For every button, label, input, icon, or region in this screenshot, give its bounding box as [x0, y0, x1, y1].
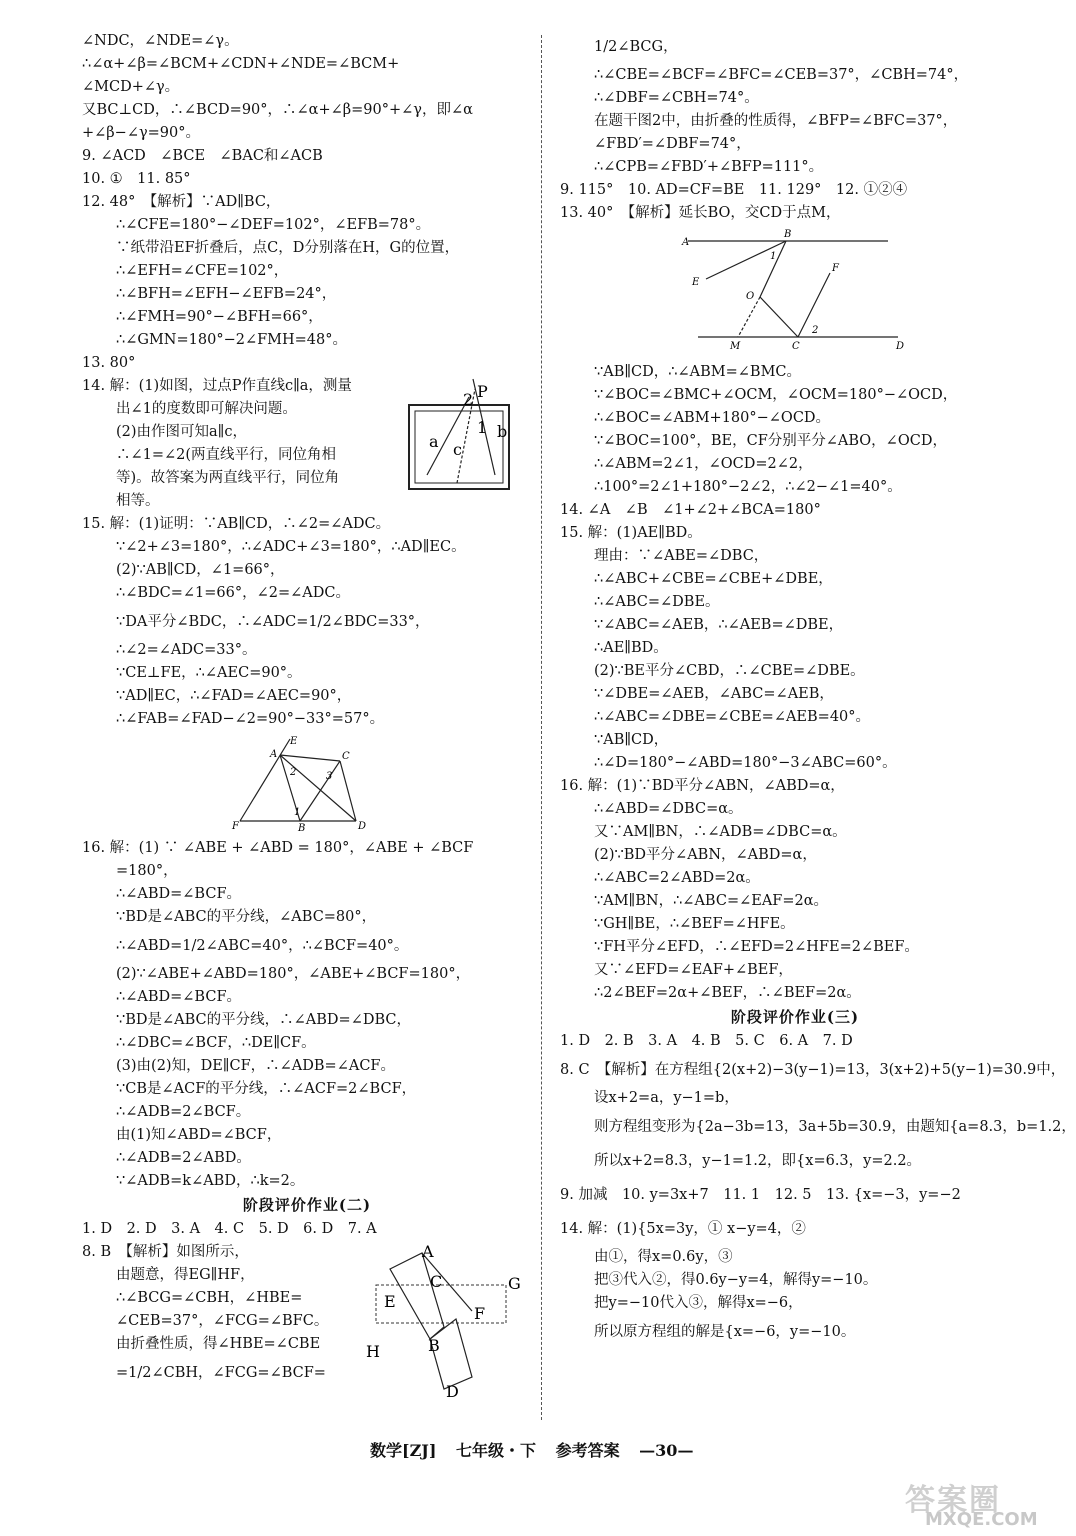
text-line: ∵∠BOC=100°，BE，CF分别平分∠ABO，∠OCD， — [594, 433, 947, 449]
text-line: ∵CE⊥FE，∴∠AEC=90°。 — [116, 665, 302, 681]
label-2: 2 — [812, 325, 819, 336]
label-A: A — [270, 749, 278, 760]
text-line: 在题干图2中，由折叠的性质得，∠BFP=∠BFC=37°， — [594, 113, 958, 129]
text-line: ∴2∠BEF=2α+∠BEF，∴∠BEF=2α。 — [594, 985, 861, 1001]
answer-15: 15. 解：(1)证明：∵AB∥CD，∴∠2=∠ADC。 — [82, 516, 391, 532]
label-b: b — [497, 422, 508, 441]
text-line: ∠FBD′=∠DBF=74°， — [594, 136, 751, 152]
label-H: H — [366, 1342, 380, 1361]
text-line: ∵纸带沿EF折叠后，点C，D分别落在H，G的位置， — [116, 240, 460, 256]
watermark-logo — [905, 1475, 1055, 1531]
text-line: ∴∠DBF=∠CBH=74°。 — [594, 90, 759, 106]
watermark-text: 答案圈 — [905, 1483, 1001, 1518]
text-line: ∠MCD+∠γ。 — [82, 79, 180, 95]
label-M: M — [730, 341, 741, 352]
text-line: ∵CB是∠ACF的平分线，∴∠ACF=2∠BCF， — [116, 1081, 417, 1097]
text-line: ∵AB∥CD，∴∠ABM=∠BMC。 — [594, 364, 802, 380]
text-line: ∴∠ADB=2∠BCF。 — [116, 1104, 251, 1120]
text-line: ∵∠ABC=∠AEB，∴∠AEB=∠DBE， — [594, 617, 844, 633]
text-line: ∴100°=2∠1+180°−2∠2，∴∠2−∠1=40°。 — [594, 479, 902, 495]
figure-15-diagram — [232, 735, 372, 834]
figure-15 — [82, 735, 532, 833]
label-a: a — [429, 432, 439, 451]
label-O: O — [746, 291, 755, 302]
text-line: ∴∠FMH=90°−∠BFH=66°， — [116, 309, 323, 325]
text-line: ∴∠ABC+∠CBE=∠CBE+∠DBE， — [594, 571, 833, 587]
text-line: =180°， — [116, 863, 178, 879]
figure-8-diagram — [364, 1242, 521, 1401]
text-line: ∴∠CFE=180°−∠DEF=102°，∠EFB=78°。 — [116, 217, 431, 233]
label-E: E — [290, 736, 298, 747]
label-G: G — [508, 1274, 521, 1293]
text-line: ∵GH∥BE，∴∠BEF=∠HFE。 — [594, 916, 795, 932]
label-c: c — [453, 440, 462, 459]
text-line: ∵AD∥EC，∴∠FAD=∠AEC=90°， — [116, 688, 352, 704]
figure-14-diagram — [407, 375, 513, 495]
label-D: D — [446, 1382, 459, 1401]
text-line: ∴∠ABD=∠DBC=α。 — [594, 801, 743, 817]
label-C: C — [792, 341, 800, 352]
text-line: 由题意，得EG∥HF， — [116, 1267, 255, 1283]
label-P: P — [477, 382, 488, 401]
section-heading-3: 阶段评价作业(三) — [730, 1008, 860, 1026]
text-line: ∵∠BOC=∠BMC+∠OCM，∠OCM=180°−∠OCD， — [594, 387, 958, 403]
text-line: 又∵AM∥BN，∴∠ADB=∠DBC=α。 — [594, 824, 847, 840]
answer-13: 13. 40° 【解析】延长BO，交CD于点M， — [560, 205, 841, 221]
text-line: 把y=−10代入③，解得x=−6， — [594, 1295, 803, 1311]
label-B: B — [784, 229, 792, 240]
answer-14: 14. 解：(1)如图，过点P作直线c∥a，测量 — [82, 378, 352, 394]
label-A: A — [422, 1242, 434, 1261]
label-D: D — [358, 821, 367, 832]
text-line: ∵FH平分∠EFD，∴∠EFD=2∠HFE=2∠BEF。 — [594, 939, 919, 955]
text-line: ∵∠ADB=k∠ABD，∴k=2。 — [116, 1173, 305, 1189]
text-line: ∵AM∥BN，∴∠ABC=∠EAF=2α。 — [594, 893, 829, 909]
text-line: ∵BD是∠ABC的平分线，∴∠ABD=∠DBC， — [116, 1012, 411, 1028]
text-line: ∴∠ABC=2∠ABD=2α。 — [594, 870, 760, 886]
answer-8: 8. C 【解析】在方程组{2(x+2)−3(y−1)=13，3(x+2)+5(y−1)=30.9中， — [560, 1062, 1066, 1078]
text-line: ∵BD是∠ABC的平分线，∠ABC=80°， — [116, 909, 377, 925]
text-line: (2)∵∠ABE+∠ABD=180°，∠ABE+∠BCF=180°， — [116, 966, 471, 982]
text-line: ∴AE∥BD。 — [594, 640, 668, 656]
answers-9-13: 9. 加减 10. y=3x+7 11. 1 12. 5 13. {x=−3，y=−2 — [560, 1187, 961, 1203]
section-heading-2: 阶段评价作业(二) — [242, 1196, 372, 1214]
answer-12: 12. 48° 【解析】∵AD∥BC， — [82, 194, 281, 210]
footer-subject: 数学[ZJ] — [370, 1441, 437, 1460]
text-line: ∴∠EFH=∠CFE=102°， — [116, 263, 289, 279]
label-3: 3 — [326, 771, 333, 782]
text-line: 出∠1的度数即可解决问题。 — [116, 401, 297, 417]
text-line: ∴∠CBE=∠BCF=∠BFC=∠CEB=37°，∠CBH=74°， — [594, 67, 969, 83]
label-A: A — [682, 237, 690, 248]
footer-section: 参考答案 — [555, 1441, 620, 1460]
answer-16: 16. 解：(1)∵BD平分∠ABN，∠ABD=α， — [560, 778, 845, 794]
text-line: ∴∠ABD=∠BCF。 — [116, 886, 242, 902]
answer-10-11: 10. ① 11. 85° — [82, 171, 191, 187]
text-line: 所以x+2=8.3，y−1=1.2，即{x=6.3，y=2.2。 — [594, 1153, 922, 1169]
text-line: ∴∠D=180°−∠ABD=180°−3∠ABC=60°。 — [594, 755, 897, 771]
text-line: ∵∠2+∠3=180°，∴∠ADC+∠3=180°，∴AD∥EC。 — [116, 539, 466, 555]
label-E: E — [692, 277, 700, 288]
label-B: B — [298, 823, 306, 834]
text-line: 由①，得x=0.6y，③ — [594, 1249, 733, 1265]
right-column — [560, 30, 1076, 1349]
text-line: (2)∵BE平分∠CBD，∴∠CBE=∠DBE。 — [594, 663, 865, 679]
text-line: 又BC⊥CD，∴∠BCD=90°，∴∠α+∠β=90°+∠γ，即∠α — [82, 102, 473, 118]
text-line: 由折叠性质，得∠HBE=∠CBE — [116, 1336, 321, 1352]
text-line: ∴∠DBC=∠BCF，∴DE∥CF。 — [116, 1035, 316, 1051]
answers-9-12: 9. 115° 10. AD=CF=BE 11. 129° 12. ①②④ — [560, 182, 908, 198]
answer-15: 15. 解：(1)AE∥BD。 — [560, 525, 702, 541]
label-1: 1 — [294, 807, 301, 818]
text-line: ∴∠BDC=∠1=66°，∠2=∠ADC。 — [116, 585, 350, 601]
figure-13-diagram — [678, 229, 908, 355]
text-line: 理由：∵∠ABE=∠DBC， — [594, 548, 769, 564]
text-line: 把③代入②，得0.6y−y=4，解得y=−10。 — [594, 1272, 878, 1288]
label-1: 1 — [770, 251, 777, 262]
text-line: ∴∠ABD=∠BCF。 — [116, 989, 242, 1005]
text-line: 相等。 — [116, 493, 160, 509]
text-line: ∴∠BFH=∠EFH−∠EFB=24°， — [116, 286, 337, 302]
text-line: +∠β−∠γ=90°。 — [82, 125, 200, 141]
text-line: ∠NDC，∠NDE=∠γ。 — [82, 33, 239, 49]
text-line: 则方程组变形为{2a−3b=13，3a+5b=30.9，由题知{a=8.3，b=1.2， — [594, 1119, 1076, 1135]
label-2: 2 — [463, 390, 474, 409]
text-line: ∴∠CPB=∠FBD′+∠BFP=111°。 — [594, 159, 824, 175]
text-line: ∴∠BCG=∠CBH，∠HBE= — [116, 1290, 303, 1306]
answer-14: 14. ∠A ∠B ∠1+∠2+∠BCA=180° — [560, 502, 821, 518]
text-line: 设x+2=a，y−1=b， — [594, 1090, 739, 1106]
label-C: C — [430, 1272, 443, 1291]
text-line: ∴∠ABC=∠DBE。 — [594, 594, 720, 610]
text-line: 等)。故答案为两直线平行，同位角 — [116, 470, 340, 486]
text-line: ∴∠BOC=∠ABM+180°−∠OCD。 — [594, 410, 831, 426]
choice-answers: 1. D 2. D 3. A 4. C 5. D 6. D 7. A — [82, 1221, 377, 1237]
label-E: E — [384, 1292, 396, 1311]
column-divider — [541, 35, 542, 1420]
text-line: ∴∠ABM=2∠1，∠OCD=2∠2， — [594, 456, 813, 472]
choice-answers: 1. D 2. B 3. A 4. B 5. C 6. A 7. D — [560, 1033, 853, 1049]
label-F: F — [232, 821, 239, 832]
label-F: F — [474, 1304, 486, 1323]
text-line: ∴∠2=∠ADC=33°。 — [116, 642, 257, 658]
text-line: 又∵∠EFD=∠EAF+∠BEF， — [594, 962, 793, 978]
left-column — [82, 30, 532, 1401]
text-line: 1/2∠BCG， — [594, 39, 678, 55]
page-footer — [370, 1438, 707, 1461]
text-line: ∴∠1=∠2(两直线平行，同位角相 — [116, 447, 337, 463]
text-line: ∴∠GMN=180°−2∠FMH=48°。 — [116, 332, 347, 348]
text-line: 由(1)知∠ABD=∠BCF， — [116, 1127, 282, 1143]
label-C: C — [342, 751, 350, 762]
figure-13 — [560, 229, 1030, 357]
text-line: ∵∠DBE=∠AEB，∠ABC=∠AEB， — [594, 686, 834, 702]
label-2: 2 — [290, 767, 297, 778]
text-line: ∴∠ADB=2∠ABD。 — [116, 1150, 251, 1166]
text-line: =1/2∠CBH，∠FCG=∠BCF= — [116, 1365, 326, 1381]
label-D: D — [896, 341, 905, 352]
answer-8: 8. B 【解析】如图所示， — [82, 1244, 249, 1260]
label-B: B — [428, 1336, 440, 1355]
label-F: F — [832, 263, 839, 274]
footer-grade: 七年级・下 — [455, 1441, 536, 1460]
text-line: ∠CEB=37°，∠FCG=∠BFC。 — [116, 1313, 329, 1329]
text-line: (3)由(2)知，DE∥CF，∴∠ADB=∠ACF。 — [116, 1058, 395, 1074]
answer-14-block — [82, 375, 532, 513]
answer-13: 13. 80° — [82, 355, 136, 371]
text-line: (2)∵BD平分∠ABN，∠ABD=α， — [594, 847, 817, 863]
text-line: (2)由作图可知a∥c， — [116, 424, 248, 440]
watermark-url: MXQE.COM — [925, 1509, 1038, 1530]
text-line: ∴∠ABD=1/2∠ABC=40°，∴∠BCF=40°。 — [116, 938, 409, 954]
label-1: 1 — [477, 418, 488, 437]
text-line: (2)∵AB∥CD，∠1=66°， — [116, 562, 285, 578]
answer-14: 14. 解：(1){5x=3y，① x−y=4，② — [560, 1221, 806, 1237]
answer-16: 16. 解：(1) ∵ ∠ABE + ∠ABD = 180°，∠ABE + ∠BCF — [82, 840, 474, 856]
text-line: ∴∠α+∠β=∠BCM+∠CDN+∠NDE=∠BCM+ — [82, 56, 400, 72]
text-line: ∴∠ABC=∠DBE=∠CBE=∠AEB=40°。 — [594, 709, 871, 725]
answer-9: 9. ∠ACD ∠BCE ∠BAC和∠ACB — [82, 148, 323, 164]
text-line: ∵DA平分∠BDC，∴∠ADC=1/2∠BDC=33°， — [116, 614, 430, 630]
page-number: —30— — [639, 1441, 694, 1460]
answer-8-block — [82, 1241, 532, 1401]
text-line: 所以原方程组的解是{x=−6，y=−10。 — [594, 1324, 856, 1340]
text-line: ∵AB∥CD， — [594, 732, 669, 748]
text-line: ∴∠FAB=∠FAD−∠2=90°−33°=57°。 — [116, 711, 385, 727]
